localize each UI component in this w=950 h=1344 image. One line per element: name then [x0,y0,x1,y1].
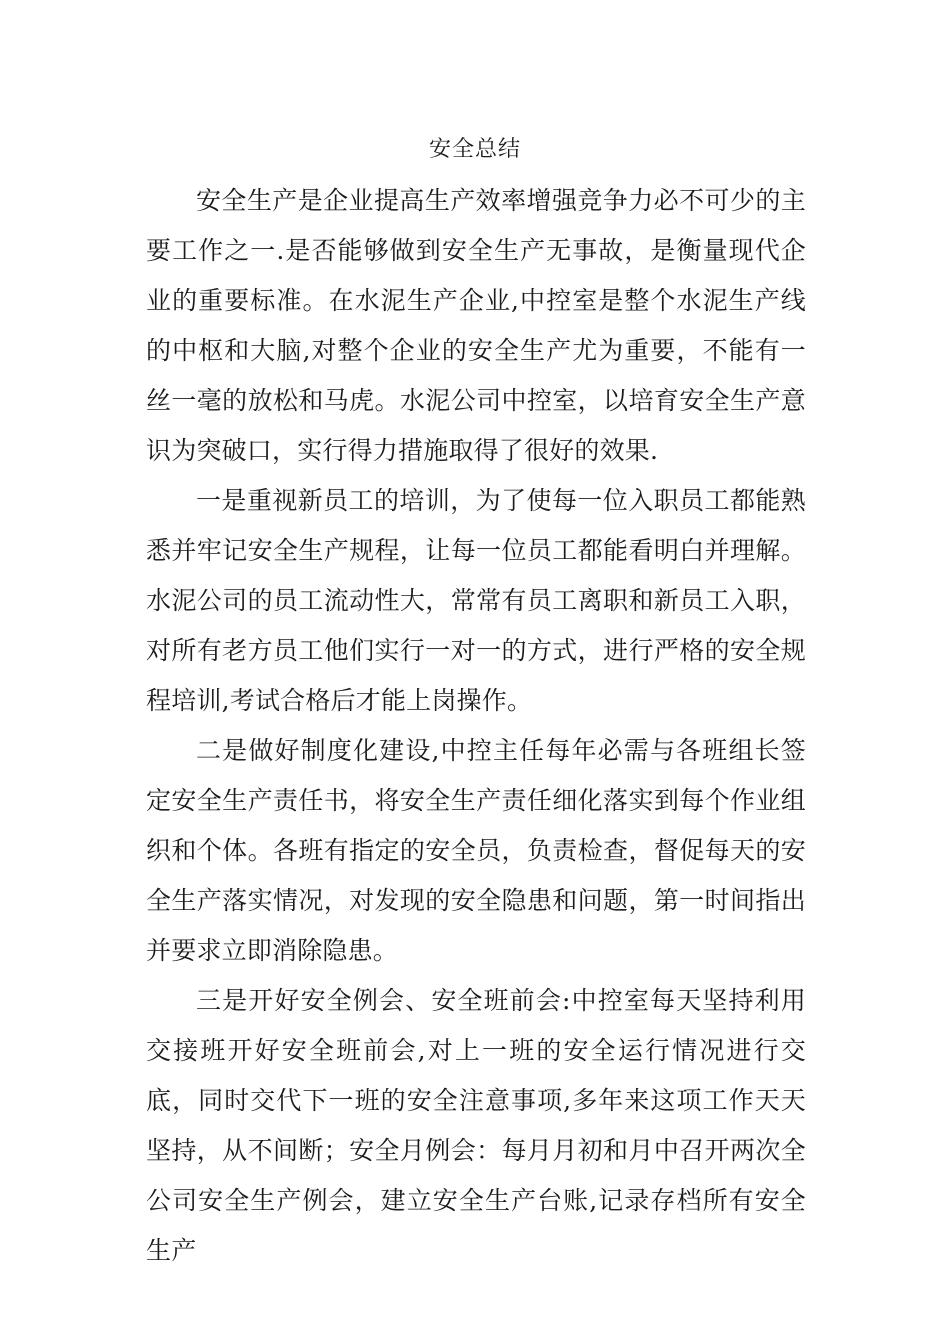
document-body [146,176,806,1276]
paragraph-meetings: 三是开好安全例会、安全班前会:中控室每天坚持利用交接班开好安全班前会,对上一班的安全运行情况进行交底，同时交代下一班的安全注意事项,多年来这项工作天天坚持，从不间断；安全月例会：每月月初和月中召开两次全公司安全生产例会，建立安全生产台账,记录存档所有安全生产 [146,986,806,1265]
paragraph-training: 一是重视新员工的培训，为了使每一位入职员工都能熟悉并牢记安全生产规程，让每一位员工都能看明白并理解。水泥公司的员工流动性大，常常有员工离职和新员工入职，对所有老方员工他们实行一对一的方式，进行严格的安全规程培训,考试合格后才能上岗操作。 [146,486,806,715]
paragraph-institution: 二是做好制度化建设,中控主任每年必需与各班组长签定安全生产责任书，将安全生产责任细化落实到每个作业组织和个体。各班有指定的安全员，负责检查，督促每天的安全生产落实情况，对发现的安全隐患和问题，第一时间指出并要求立即消除隐患。 [146,736,806,965]
document-title: 安全总结 [428,137,521,162]
paragraph-intro: 安全生产是企业提高生产效率增强竞争力必不可少的主要工作之一.是否能够做到安全生产无事故，是衡量现代企业的重要标准。在水泥生产企业,中控室是整个水泥生产线的中枢和大脑,对整个企业的安全生产尤为重要，不能有一丝一毫的放松和马虎。水泥公司中控室，以培育安全生产意识为突破口，实行得力措施取得了很好的效果. [146,186,806,465]
